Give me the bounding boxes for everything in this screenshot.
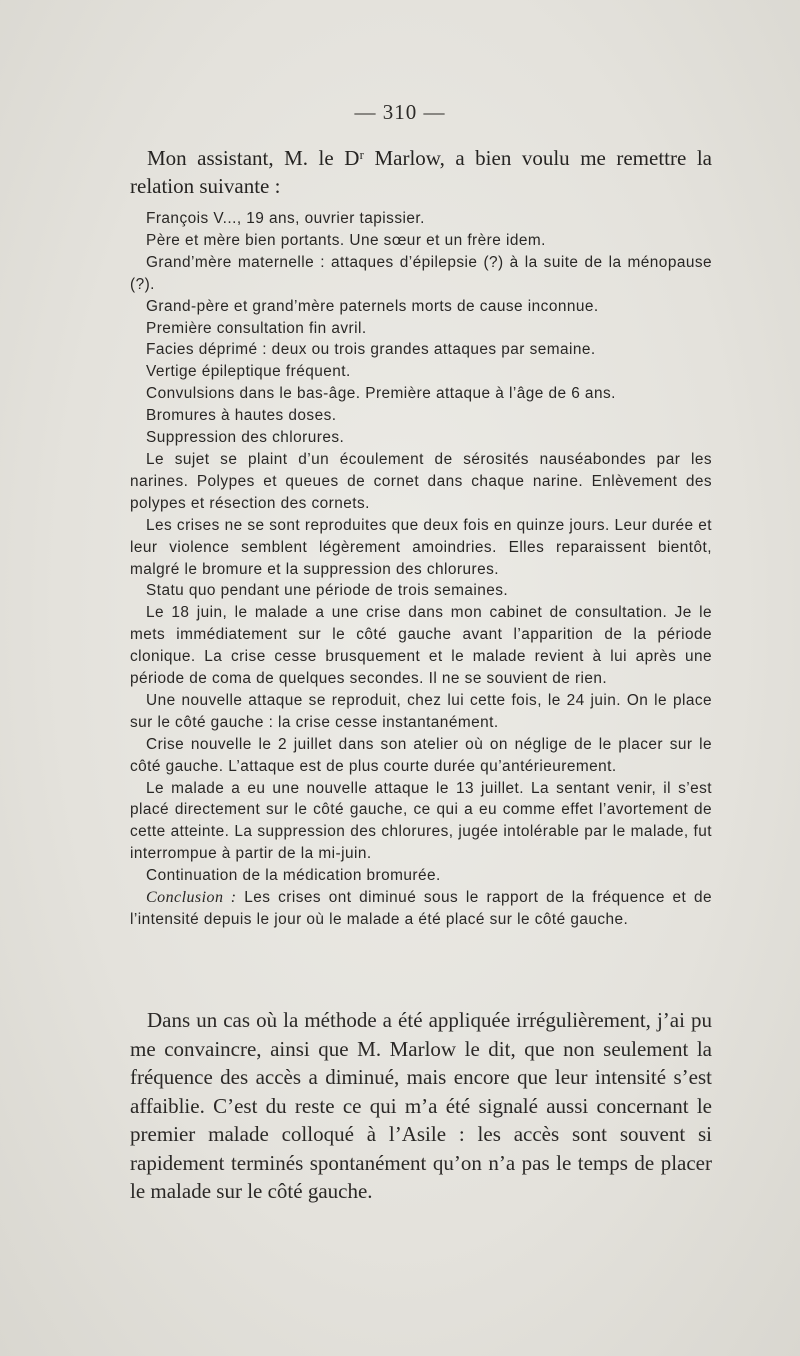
report-line: Le malade a eu une nouvelle attaque le 13 juillet. La sentant venir, il s’est placé directement sur le côté gauche, ce qui a eu comme effet l’avortement de cette atteinte. La suppression des chlorures, jugée intolérable par le malade, fut interrompue à partir de la mi-juin.	[130, 779, 712, 863]
report-line: François V..., 19 ans, ouvrier tapissier.	[146, 210, 425, 227]
report-line: Une nouvelle attaque se reproduit, chez lui cette fois, le 24 juin. On le place sur le côté gauche : la crise cesse instantanément.	[130, 691, 712, 731]
report-line: Père et mère bien portants. Une sœur et un frère idem.	[146, 231, 546, 249]
report-line: Le sujet se plaint d’un écoulement de sérosités nauséabondes par les narines. Polypes et queues de cornet dans chaque narine. Enlèvement des polypes et résection des cornets.	[130, 450, 712, 512]
report-line: Vertige épileptique fréquent.	[146, 363, 351, 381]
report-line: Première consultation fin avril.	[146, 319, 367, 337]
report-line: Les crises ne se sont reproduites que deux fois en quinze jours. Leur durée et leur violence semblent légèrement amoindries. Elles reparaissent bientôt, malgré le bromure et la suppression des chlorures.	[130, 516, 712, 578]
report-line: Statu quo pendant une période de trois semaines.	[146, 582, 509, 600]
report-line: Continuation de la médication bromurée.	[146, 867, 441, 885]
report-line: Bromures à hautes doses.	[146, 407, 337, 425]
conclusion-label: Conclusion :	[146, 889, 237, 907]
report-line: Suppression des chlorures.	[146, 429, 345, 447]
report-line: Le 18 juin, le malade a une crise dans mon cabinet de consultation. Je le mets immédiatement sur le côté gauche avant l’apparition de la période clonique. La crise cesse brusquement et le malade revient à lui après une période de coma de quelques secondes. Il ne se souvient de rien.	[130, 604, 712, 688]
conclusion-paragraph	[130, 887, 712, 931]
page-number: — 310 —	[354, 100, 446, 124]
intro-paragraph: Mon assistant, M. le Dʳ Marlow, a bien voulu me remettre la relation suivante :	[130, 146, 712, 198]
report-line: Convulsions dans le bas-âge. Première attaque à l’âge de 6 ans.	[146, 385, 616, 403]
closing-paragraph: Dans un cas où la méthode a été appliquée irrégulièrement, j’ai pu me convaincre, ainsi que M. Marlow le dit, que non seulement la fréquence des accès a diminué, mais encore que leur intensité s’est affaiblie. C’est du reste ce qui m’a été signalé aussi concernant le premier malade colloqué à l’Asile : les accès sont souvent si rapidement terminés spontanément qu’on n’a pas le temps de placer le malade sur le côté gauche.	[130, 1008, 712, 1203]
report-line: Grand’mère maternelle : attaques d’épilepsie (?) à la suite de la ménopause (?).	[130, 253, 712, 293]
case-report	[130, 208, 712, 931]
conclusion-text: Les crises ont diminué sous le rapport de la fréquence et de l’intensité depuis le jour où le malade a été placé sur le côté gauche.	[130, 889, 712, 928]
report-line: Facies déprimé : deux ou trois grandes attaques par semaine.	[146, 341, 596, 359]
report-line: Crise nouvelle le 2 juillet dans son atelier où on néglige de le placer sur le côté gauche. L’attaque est de plus courte durée qu’antérieurement.	[130, 735, 712, 775]
report-line: Grand-père et grand’mère paternels morts de cause inconnue.	[146, 297, 599, 315]
